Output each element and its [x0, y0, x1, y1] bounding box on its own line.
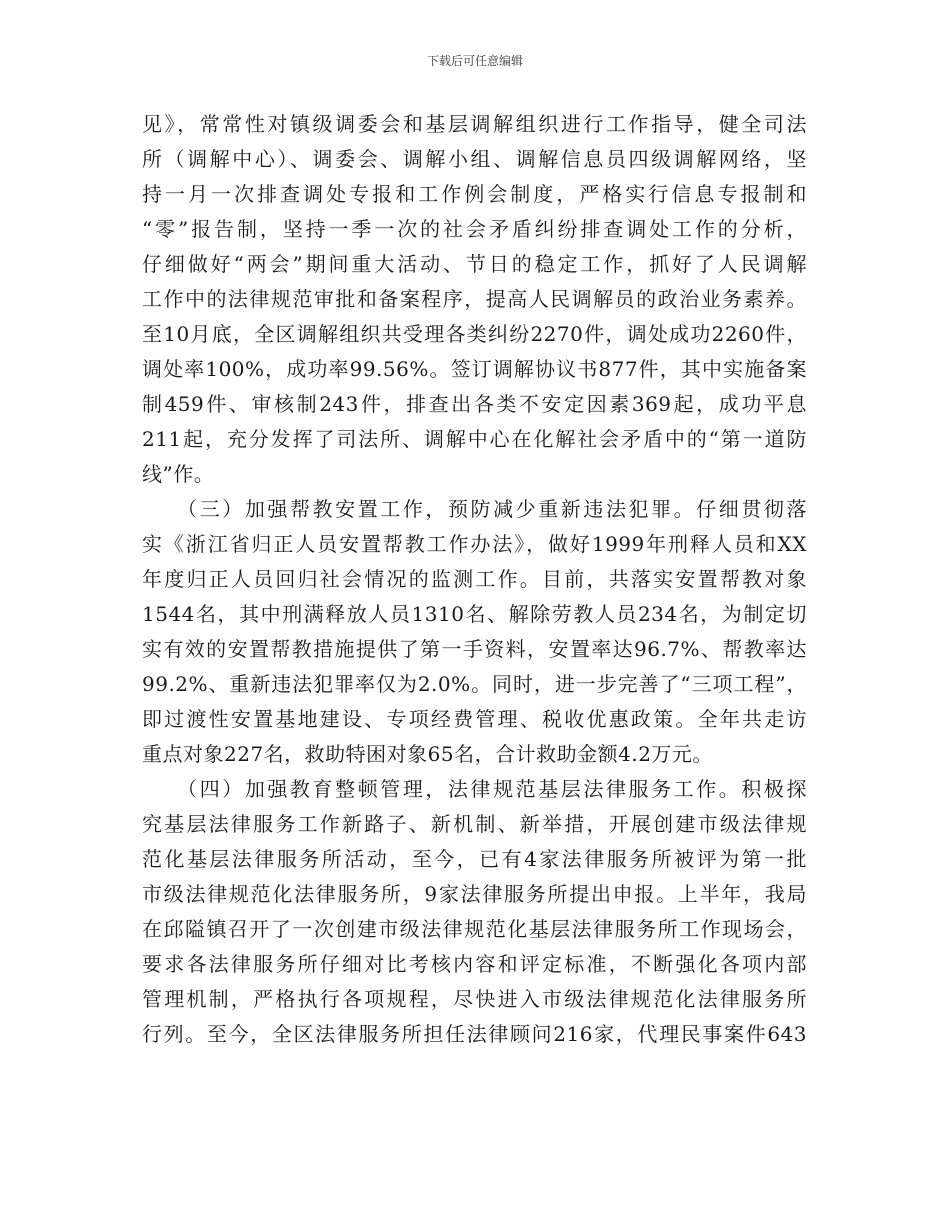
- text-line: 仔细做好“两会”期间重大活动、节日的稳定工作，抓好了人民调解: [142, 252, 807, 276]
- text-line: 持一月一次排查调处专报和工作例会制度，严格实行信息专报制和: [142, 182, 807, 206]
- text-line: 至10月底，全区调解组织共受理各类纠纷2270件，调处成功2260件，: [142, 322, 807, 346]
- text-line: 要求各法律服务所仔细对比考核内容和评定标准，不断强化各项内部: [142, 952, 807, 976]
- text-line: （三）加强帮教安置工作，预防减少重新违法犯罪。仔细贯彻落: [142, 497, 807, 521]
- text-line: 重点对象227名，救助特困对象65名，合计救助金额4.2万元。: [142, 742, 713, 766]
- document-body: [142, 107, 807, 1052]
- text-line: 究基层法律服务工作新路子、新机制、新举措，开展创建市级法律规: [142, 812, 807, 836]
- text-line: 市级法律规范化法律服务所，9家法律服务所提出申报。上半年，我局: [142, 882, 807, 906]
- text-line: 在邱隘镇召开了一次创建市级法律规范化基层法律服务所工作现场会，: [142, 917, 807, 941]
- text-line: 即过渡性安置基地建设、专项经费管理、税收优惠政策。全年共走访: [142, 707, 807, 731]
- text-line: 工作中的法律规范审批和备案程序，提高人民调解员的政治业务素养。: [142, 287, 807, 311]
- text-line: 99.2%、重新违法犯罪率仅为2.0%。同时，进一步完善了“三项工程”，: [142, 672, 807, 696]
- page-header: 下载后可任意编辑: [426, 54, 523, 68]
- text-line: 管理机制，严格执行各项规程，尽快进入市级法律规范化法律服务所: [142, 987, 807, 1011]
- paragraph-legal-services: [142, 772, 807, 1052]
- text-line: 实有效的安置帮教措施提供了第一手资料，安置率达96.7%、帮教率达: [142, 637, 807, 661]
- text-line: 211起，充分发挥了司法所、调解中心在化解社会矛盾中的“第一道防: [142, 427, 807, 451]
- text-line: 制459件、审核制243件，排查出各类不安定因素369起，成功平息: [142, 392, 807, 416]
- text-line: 行列。至今，全区法律服务所担任法律顾问216家，代理民事案件643: [142, 1022, 807, 1046]
- text-line: 线”作。: [142, 462, 215, 486]
- text-line: “零”报告制，坚持一季一次的社会矛盾纠纷排查调处工作的分析，: [142, 217, 807, 241]
- paragraph-resettlement: [142, 492, 807, 772]
- text-line: 调处率100%，成功率99.56%。签订调解协议书877件，其中实施备案: [142, 357, 807, 381]
- text-line: 实《浙江省归正人员安置帮教工作办法》，做好1999年刑释人员和XX: [142, 532, 807, 556]
- text-line: 年度归正人员回归社会情况的监测工作。目前，共落实安置帮教对象: [142, 567, 807, 591]
- text-line: 1544名，其中刑满释放人员1310名、解除劳教人员234名，为制定切: [142, 602, 807, 626]
- text-line: （四）加强教育整顿管理，法律规范基层法律服务工作。积极探: [142, 777, 807, 801]
- text-line: 范化基层法律服务所活动，至今，已有4家法律服务所被评为第一批: [142, 847, 807, 871]
- text-line: 见》，常常性对镇级调委会和基层调解组织进行工作指导，健全司法: [142, 112, 807, 136]
- text-line: 所（调解中心）、调委会、调解小组、调解信息员四级调解网络，坚: [142, 147, 807, 171]
- paragraph-mediation: [142, 107, 807, 492]
